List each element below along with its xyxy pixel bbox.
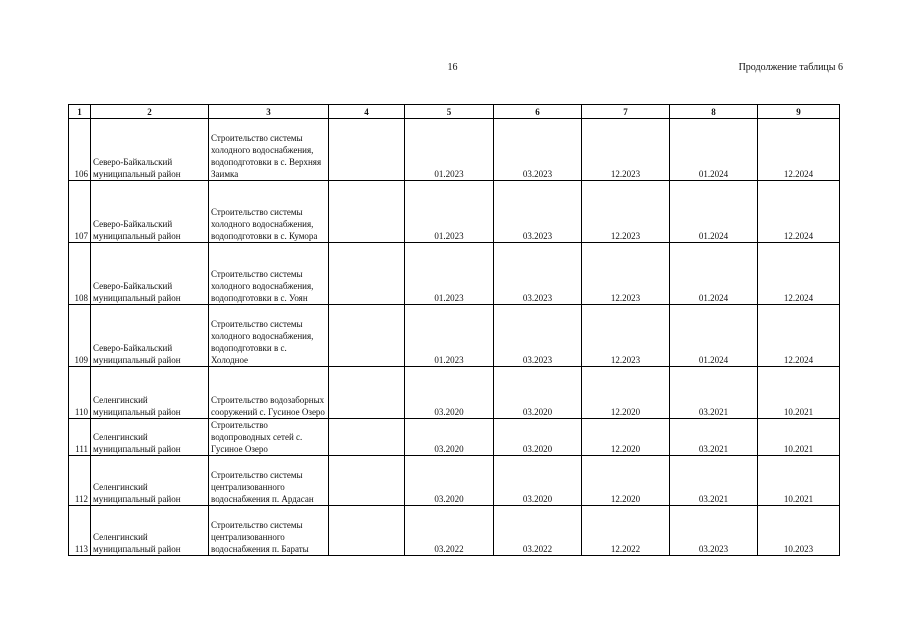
date-cell-col7: 12.2022 [582,506,670,556]
column-4-cell [329,506,405,556]
row-number: 110 [69,367,91,419]
table-row [69,367,840,419]
table-row [69,305,840,367]
district-cell: Селенгинский муниципальный район [91,367,209,419]
column-header: 2 [91,105,209,119]
project-description-cell: Строительство системы централизованного водоснабжения п. Бараты [209,506,329,556]
district-cell: Селенгинский муниципальный район [91,419,209,456]
date-cell-col8: 01.2024 [670,119,758,181]
date-cell-col8: 01.2024 [670,305,758,367]
date-cell-col9: 10.2021 [758,419,840,456]
table-row [69,181,840,243]
district-cell: Селенгинский муниципальный район [91,456,209,506]
date-cell-col8: 01.2024 [670,181,758,243]
date-cell-col9: 12.2024 [758,181,840,243]
date-cell-col7: 12.2023 [582,243,670,305]
district-cell: Селенгинский муниципальный район [91,506,209,556]
date-cell-col6: 03.2023 [494,243,582,305]
date-cell-col7: 12.2020 [582,367,670,419]
schedule-table [68,104,840,556]
project-description-cell: Строительство системы холодного водоснабжения, водоподготовки в с. Холодное [209,305,329,367]
project-description-cell: Строительство системы централизованного водоснабжения п. Ардасан [209,456,329,506]
date-cell-col5: 03.2020 [405,419,494,456]
district-cell: Северо-Байкальский муниципальный район [91,181,209,243]
district-cell: Северо-Байкальский муниципальный район [91,243,209,305]
page-number: 16 [447,62,458,73]
row-number: 107 [69,181,91,243]
date-cell-col8: 03.2021 [670,456,758,506]
date-cell-col7: 12.2023 [582,181,670,243]
column-4-cell [329,243,405,305]
table-row [69,456,840,506]
column-header: 9 [758,105,840,119]
project-description-cell: Строительство водопроводных сетей с. Гусиное Озеро [209,419,329,456]
date-cell-col5: 03.2022 [405,506,494,556]
date-cell-col9: 12.2024 [758,119,840,181]
date-cell-col6: 03.2023 [494,181,582,243]
project-description-cell: Строительство водозаборных сооружений с. Гусиное Озеро [209,367,329,419]
row-number: 109 [69,305,91,367]
column-4-cell [329,456,405,506]
column-4-cell [329,305,405,367]
table-continuation-note: Продолжение таблицы 6 [738,62,843,73]
table-header-row [69,105,840,119]
table-body [69,119,840,556]
date-cell-col9: 12.2024 [758,243,840,305]
date-cell-col9: 10.2021 [758,367,840,419]
date-cell-col6: 03.2022 [494,506,582,556]
date-cell-col9: 10.2023 [758,506,840,556]
row-number: 111 [69,419,91,456]
district-cell: Северо-Байкальский муниципальный район [91,305,209,367]
date-cell-col8: 03.2021 [670,367,758,419]
project-description-cell: Строительство системы холодного водоснабжения, водоподготовки в с. Верхняя Заимка [209,119,329,181]
date-cell-col9: 10.2021 [758,456,840,506]
column-header: 6 [494,105,582,119]
column-header: 7 [582,105,670,119]
column-4-cell [329,367,405,419]
project-description-cell: Строительство системы холодного водоснабжения, водоподготовки в с. Кумора [209,181,329,243]
table-row [69,243,840,305]
table-row [69,419,840,456]
column-header: 3 [209,105,329,119]
project-description-cell: Строительство системы холодного водоснабжения, водоподготовки в с. Уоян [209,243,329,305]
column-4-cell [329,419,405,456]
date-cell-col7: 12.2020 [582,419,670,456]
row-number: 106 [69,119,91,181]
table-row [69,119,840,181]
date-cell-col7: 12.2023 [582,119,670,181]
district-cell: Северо-Байкальский муниципальный район [91,119,209,181]
date-cell-col8: 01.2024 [670,243,758,305]
date-cell-col5: 01.2023 [405,305,494,367]
table-row [69,506,840,556]
date-cell-col7: 12.2020 [582,456,670,506]
date-cell-col7: 12.2023 [582,305,670,367]
column-header: 8 [670,105,758,119]
date-cell-col5: 01.2023 [405,119,494,181]
date-cell-col8: 03.2021 [670,419,758,456]
row-number: 112 [69,456,91,506]
date-cell-col6: 03.2023 [494,119,582,181]
date-cell-col6: 03.2023 [494,305,582,367]
date-cell-col8: 03.2023 [670,506,758,556]
date-cell-col5: 03.2020 [405,456,494,506]
column-4-cell [329,181,405,243]
date-cell-col6: 03.2020 [494,456,582,506]
column-header: 4 [329,105,405,119]
date-cell-col6: 03.2020 [494,419,582,456]
date-cell-col6: 03.2020 [494,367,582,419]
row-number: 108 [69,243,91,305]
date-cell-col5: 01.2023 [405,243,494,305]
row-number: 113 [69,506,91,556]
column-header: 5 [405,105,494,119]
date-cell-col9: 12.2024 [758,305,840,367]
date-cell-col5: 03.2020 [405,367,494,419]
column-4-cell [329,119,405,181]
date-cell-col5: 01.2023 [405,181,494,243]
column-header: 1 [69,105,91,119]
